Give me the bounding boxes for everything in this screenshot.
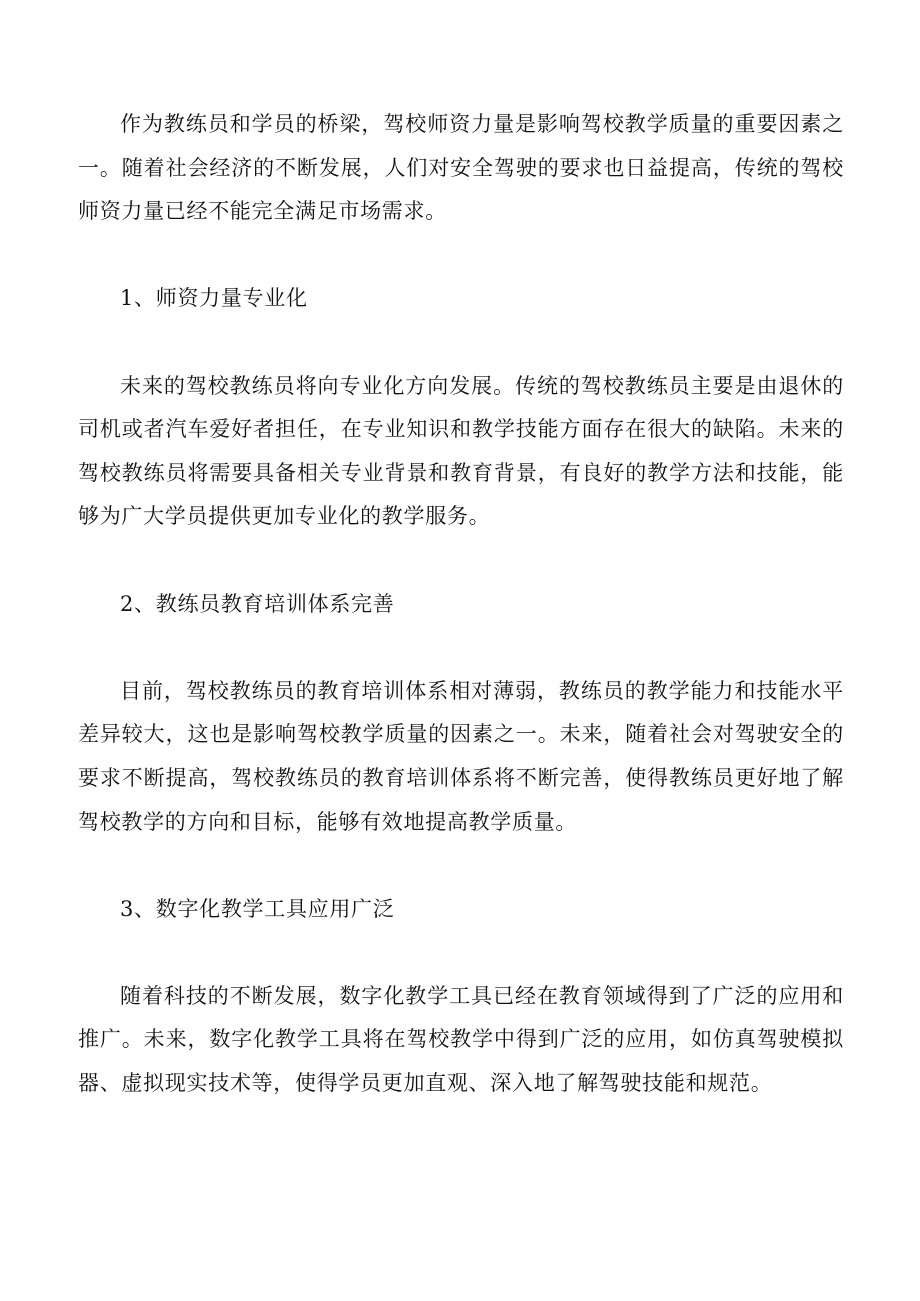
section-heading-1: 1、师资力量专业化 <box>120 286 308 311</box>
section-paragraph-1: 未来的驾校教练员将向专业化方向发展。传统的驾校教练员主要是由退休的司机或者汽车爱好者担任，在专业知识和教学技能方面存在很大的缺陷。未来的驾校教练员将需要具备相关专业背景和教育背景，有良好的教学方法和技能，能够为广大学员提供更加专业化的教学服务。 <box>78 373 844 529</box>
intro-paragraph: 作为教练员和学员的桥梁，驾校师资力量是影响驾校教学质量的重要因素之一。随着社会经济的不断发展，人们对安全驾驶的要求也日益提高，传统的驾校师资力量已经不能完全满足市场需求。 <box>78 112 844 224</box>
section-paragraph-2: 目前，驾校教练员的教育培训体系相对薄弱，教练员的教学能力和技能水平差异较大，这也是影响驾校教学质量的因素之一。未来，随着社会对驾驶安全的要求不断提高，驾校教练员的教育培训体系将不断完善，使得教练员更好地了解驾校教学的方向和目标，能够有效地提高教学质量。 <box>78 678 844 834</box>
document-body <box>78 103 844 1149</box>
section-paragraph-3: 随着科技的不断发展，数字化教学工具已经在教育领域得到了广泛的应用和推广。未来，数字化教学工具将在驾校教学中得到广泛的应用，如仿真驾驶模拟器、虚拟现实技术等，使得学员更加直观、深入地了解驾驶技能和规范。 <box>78 983 844 1096</box>
section-heading-3: 3、数字化教学工具应用广泛 <box>120 896 395 921</box>
section-heading-2: 2、教练员教育培训体系完善 <box>120 591 395 616</box>
